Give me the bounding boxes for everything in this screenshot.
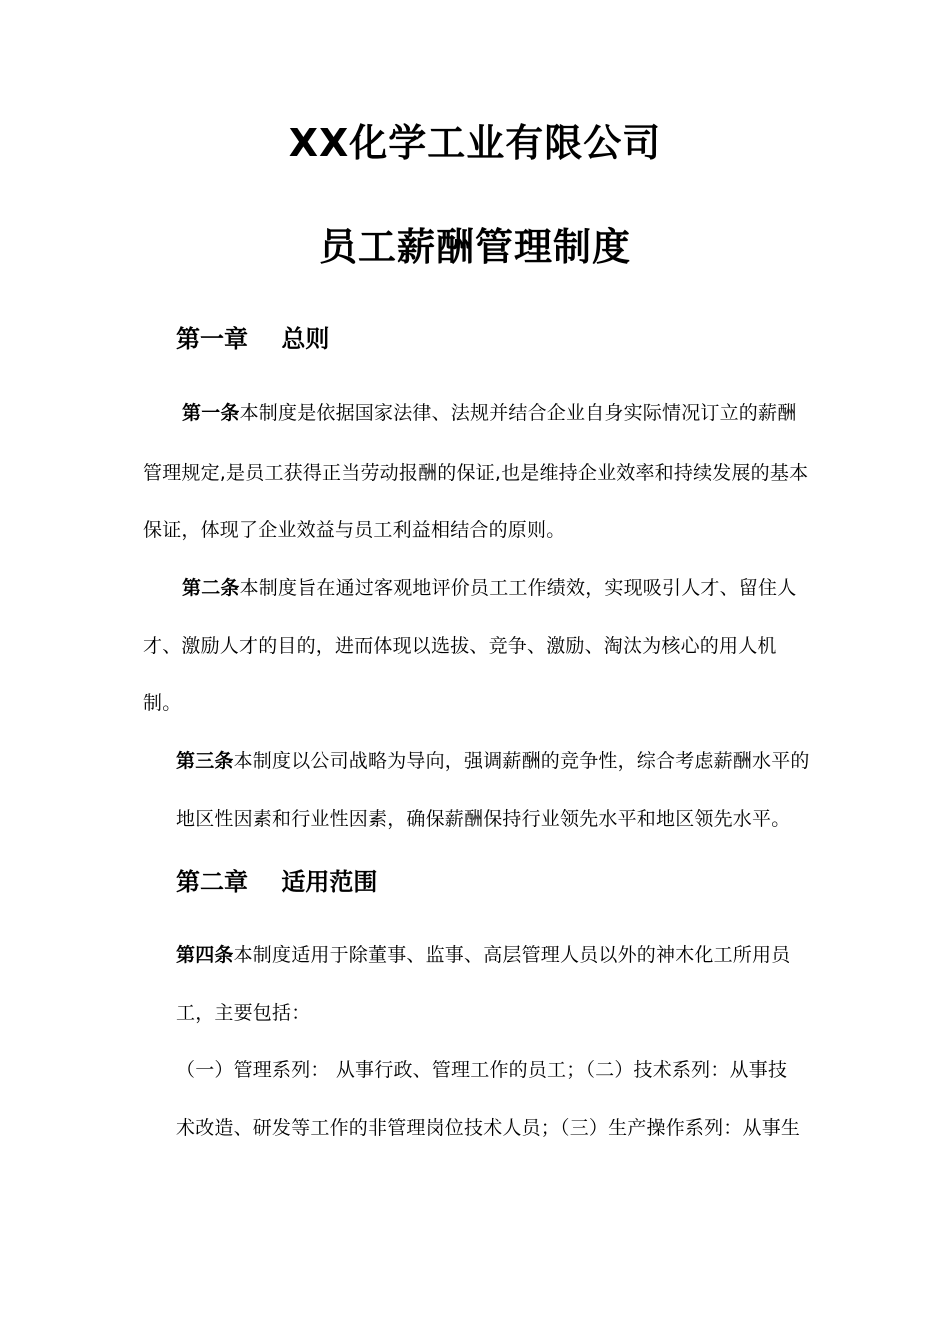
article-2-label: 第二条 — [182, 577, 240, 599]
document-title: 员工薪酬管理制度 — [318, 225, 631, 269]
article-4-line-4: 术改造、研发等工作的非管理岗位技术人员；（三）生产操作系列：从事生 — [176, 1117, 801, 1139]
article-2-line-3: 制。 — [143, 692, 182, 714]
article-3-line-2: 地区性因素和行业性因素，确保薪酬保持行业领先水平和地区领先水平。 — [176, 808, 791, 830]
article-4-line-1 — [176, 940, 790, 970]
article-3-text-1: 本制度以公司战略为导向，强调薪酬的竞争性，综合考虑薪酬水平的 — [233, 750, 810, 772]
article-2-line-2: 才、激励人才的目的，进而体现以选拔、竞争、激励、淘汰为核心的用人机 — [143, 635, 777, 657]
article-4-line-2: 工，主要包括： — [176, 1002, 311, 1024]
article-3-label: 第三条 — [176, 750, 234, 772]
article-4-text-1: 本制度适用于除董事、监事、高层管理人员以外的神木化工所用员 — [233, 944, 791, 966]
article-1-line-2: 管理规定,是员工获得正当劳动报酬的保证,也是维持企业效率和持续发展的基本 — [143, 462, 809, 484]
article-4-label: 第四条 — [176, 944, 234, 966]
article-2-line-1 — [182, 573, 796, 603]
article-4-line-3: （一）管理系列： 从事行政、管理工作的员工；（二）技术系列：从事技 — [176, 1059, 788, 1081]
article-2-text-1: 本制度旨在通过客观地评价员工工作绩效，实现吸引人才、留住人 — [239, 577, 797, 599]
chapter-2-heading: 第二章 适用范围 — [176, 868, 378, 896]
chapter-1-heading: 第一章 总则 — [176, 325, 330, 353]
document-title-company: XX化学工业有限公司 — [288, 121, 662, 165]
article-1-label: 第一条 — [182, 402, 240, 424]
article-3-line-1 — [176, 746, 810, 776]
article-1-line-3: 保证，体现了企业效益与员工利益相结合的原则。 — [143, 519, 566, 541]
article-1-line-1 — [182, 398, 796, 428]
article-1-text-1: 本制度是依据国家法律、法规并结合企业自身实际情况订立的薪酬 — [239, 402, 797, 424]
